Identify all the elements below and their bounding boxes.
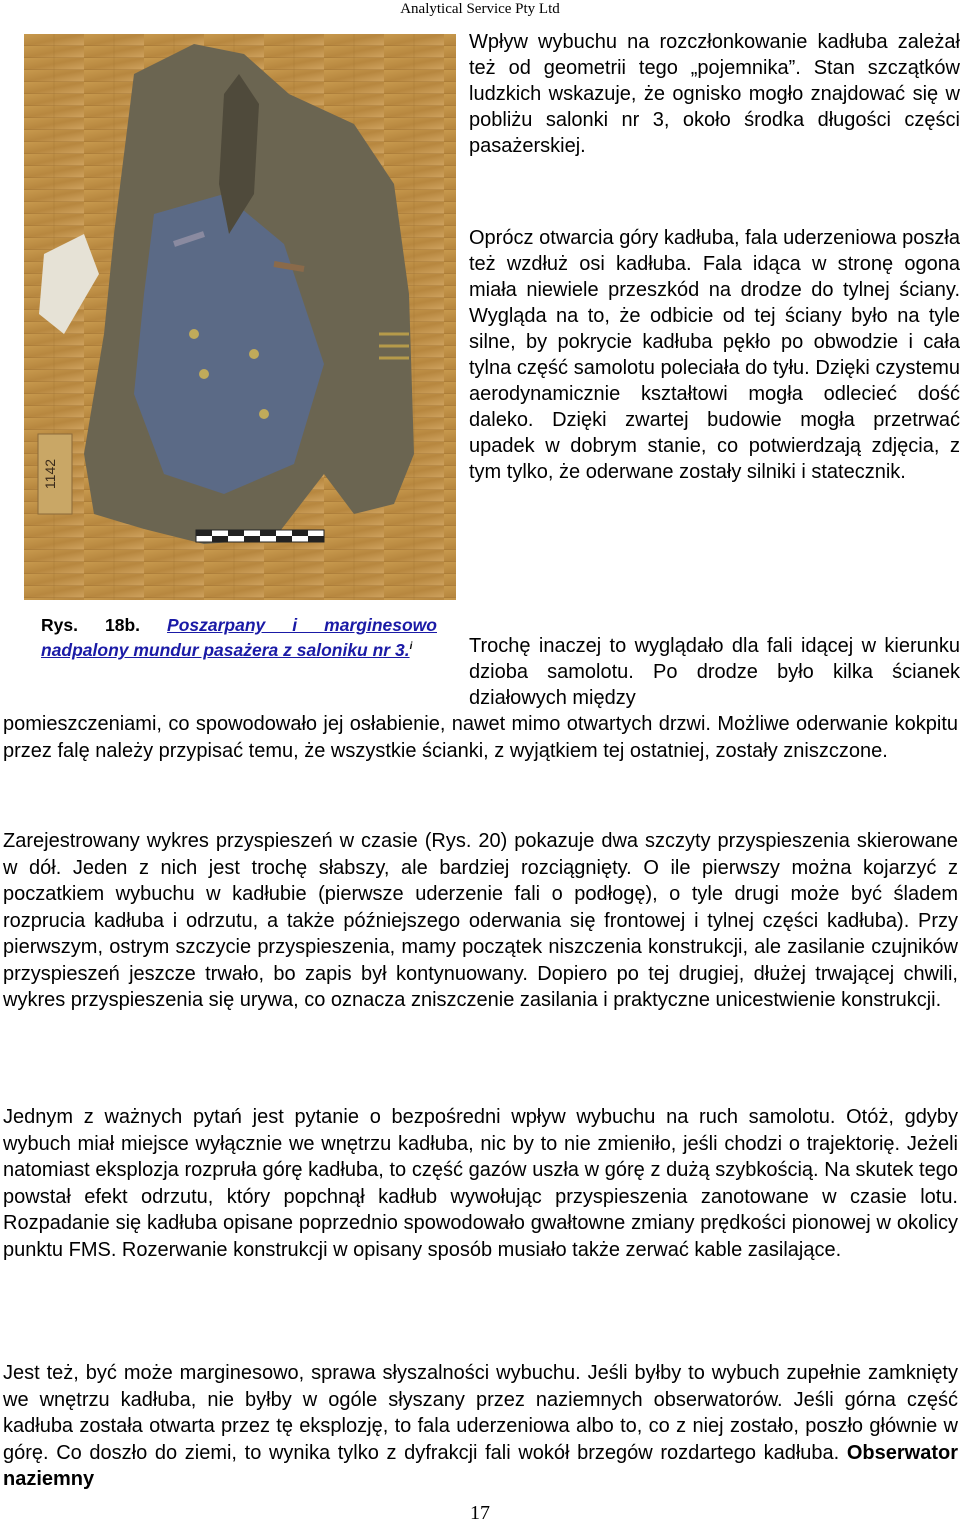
paragraph-5: Jednym z ważnych pytań jest pytanie o bezpośredni wpływ wybuchu na ruch samolotu. Otóż, gdyby wybuch miał miejsce wyłącznie we wnętrzu kadłuba, nic by to nie zmieniło, jeśli chodzi o trajektorię. Jeżeli natomiast eksplozja rozpruła górę kadłuba, to część gazów uszła w górę z dużą szybkością. Na skutek tego powstał efekt odrzutu, który popchnął kadłub wywołując przyspieszenia zanotowane w czasie lotu. Rozpadanie się kadłuba opisane poprzednio spowodowało gwałtowne zmiany prędkości pionowej w okolicy punktu FMS. Rozerwanie konstrukcji w opisany sposób musiało także zerwać kable zasilające.: [3, 1106, 958, 1261]
page-header: Analytical Service Pty Ltd: [400, 1, 560, 17]
caption-link[interactable]: Poszarpany i marginesowo nadpalony mundur pasażera z saloniku nr 3.: [41, 615, 437, 660]
paragraph-6-text: Jest też, być może marginesowo, sprawa słyszalności wybuchu. Jeśli byłby to wybuch zupełnie zamknięty we wnętrzu kadłuba, nie byłby w ogóle słyszany przez naziemnych obserwatorów. Jeśli górna część kadłuba została otwarta przez tę eksplozję, to fala uderzeniowa albo to, co z niej zostało, poszło głównie w górę. Co doszło do ziemi, to wynika tylko z dyfrakcji fali wokół brzegów rozdartego kadłuba.: [3, 1362, 958, 1464]
paragraph-4: Zarejestrowany wykres przyspieszeń w czasie (Rys. 20) pokazuje dwa szczyty przyspieszenia skierowane w dół. Jeden z nich jest trochę słabszy, ale bardziej rozciągnięty. O ile pierwszy można kojarzyć z poczatkiem wybuchu w kadłubie (pierwsze uderzenie fali o podłogę), o tyle drugi może być śladem rozprucia kadłuba i odrzutu, a także późniejszego oderwania się frontowej i tylnej części kadłuba). Przy pierwszym, ostrym szczycie przyspieszenia, mamy początek niszczenia konstrukcji, ale zasilanie czujników przyspieszeń jeszcze trwało, bo zapis był kontynuowany. Dopiero po tej drugiej, dłużej trwającej chwili, wykres przyspieszenia się urywa, co oznacza zniszczenie zasilania i praktyczne unicestwienie konstrukcji.: [3, 830, 958, 1011]
paragraph-3-continued: pomieszczeniami, co spowodowało jej osłabienie, nawet mimo otwartych drzwi. Możliwe oderwanie kokpitu przez falę należy przypisać temu, że wszystkie ścianki, z wyjątkiem tej ostatniej, zostały zniszczone.: [3, 713, 958, 762]
page-number: 17: [470, 1502, 490, 1524]
paragraph-2: Oprócz otwarcia góry kadłuba, fala uderzeniowa poszła też wzdłuż osi kadłuba. Fala idąca w stronę ogona miała niewiele przeszkód na drodze do tylnej ściany. Wygląda na to, że odbicie od tej ściany było na tyle silne, by pokrycie kadłuba pękło po obwodzie i cała tylna część samolotu poleciała do tyłu. Dzięki czystemu aerodynamicznie kształtowi mogła odlecieć dość daleko. Dzięki zwartej budowie mogła przetrwać upadek w dobrym stanie, co potwierdzają zdjęcia, z tym tylko, że oderwane zostały silniki i statecznik.: [469, 227, 960, 483]
paragraph-6-bold: Obserwator naziemny: [3, 1441, 958, 1490]
scale-bar: [196, 530, 324, 542]
paragraph-1: Wpływ wybuchu na rozczłonkowanie kadłuba zależał też od geometrii tego „pojemnika”. Stan szczątków ludzkich wskazuje, że ognisko mogło znajdować się w pobliżu salonki nr 3, około środka długości części pasażerskiej.: [469, 31, 960, 157]
caption-footnote: i: [409, 641, 413, 652]
jacket-photo-image: [24, 34, 456, 600]
paragraph-6: [3, 1360, 958, 1493]
tag-label: 1142: [42, 458, 58, 490]
caption-label: Rys. 18b.: [41, 615, 141, 635]
figure-caption: [41, 614, 437, 661]
paragraph-3-start: Trochę inaczej to wyglądało dla fali idącej w kierunku dzioba samolotu. Po drodze było kilka ścianek działowych między: [469, 635, 960, 709]
figure-photo: [24, 34, 456, 600]
